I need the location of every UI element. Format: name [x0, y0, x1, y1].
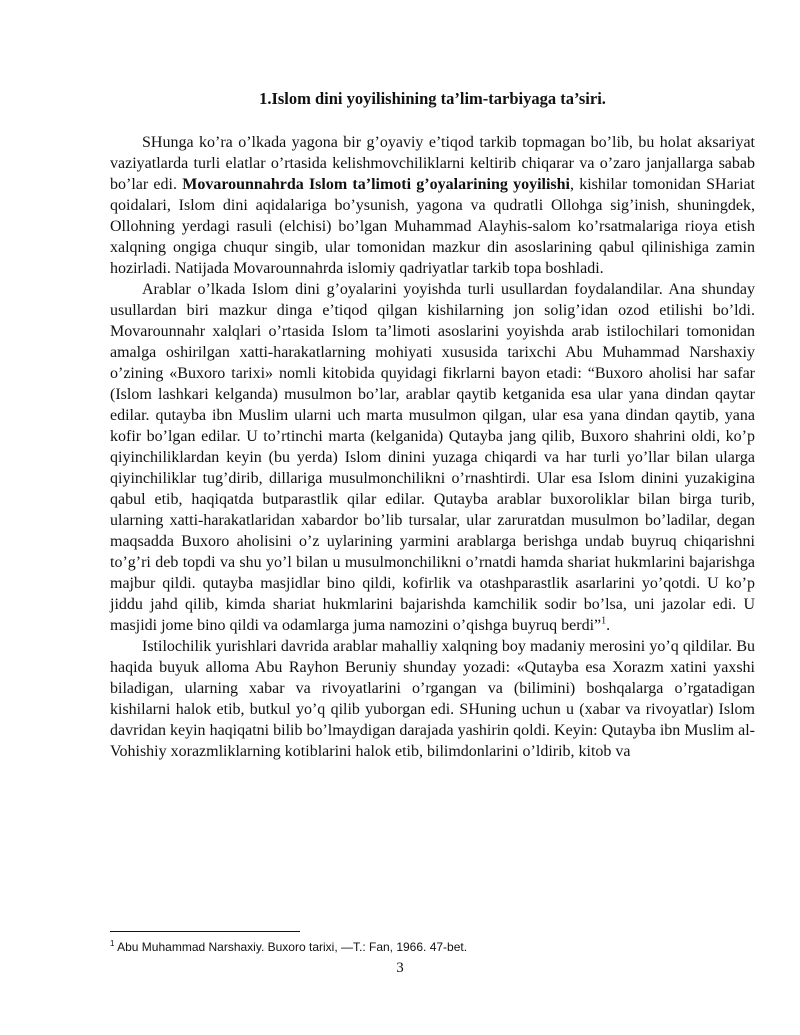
paragraph-1-text-a: SHunga ko’ra o’lkada yagona bir g’oyaviy e’tiqod tarkib topmagan bo’lib, bu holat aksariyat vaziyatlarda turli elatlar o’rtasida kelishmovchiliklarni keltirib chiqarar va o’zaro janjallarga sabab bo’lar edi. [110, 134, 755, 193]
footnote-separator [110, 931, 300, 932]
document-body [110, 88, 755, 762]
paragraph-2 [110, 279, 755, 636]
page-number: 3 [396, 960, 404, 976]
footnote [110, 939, 755, 955]
paragraph-1-bold-phrase: Movarounnahrda Islom ta’limoti g’oyalarining yoyilishi [182, 176, 570, 193]
paragraph-2-end: . [606, 617, 611, 634]
paragraph-2-text: Arablar o’lkada Islom dini g’oyalarini yoyishda turli usullardan foydalandilar. Ana shunday usullardan biri mazkur dinga e’tiqod qilgan kishilarning jon solig’idan ozod etilishi bo’ldi. Movarounnahr xalqlari o’rtasida Islom ta’limoti asoslarini yoyishda arab istilochilari tomonidan amalga oshirilgan xatti-harakatlarning mohiyati xususida tarixchi Abu Muhammad Narshaxiy o’zining «Buxoro tarixi» nomli kitobida quyidagi fikrlarni bayon etadi: “Buxoro aholisi har safar (Islom lashkari kelganda) musulmon bo’lar, arablar qaytib ketganida esa ular yana dindan qaytar edilar. qutayba ibn Muslim ularni uch marta musulmon qilgan, ular esa yana dindan qaytib, yana kofir bo’lgan edilar. U to’rtinchi marta (kelganida) Qutayba jang qilib, Buxoro shahrini oldi, ko’p qiyinchiliklardan keyin (bu yerda) Islom dinini yuzaga chiqardi va har turli yo’llar bilan ularga qiyinchiliklar tug’dirib, dillariga musulmonchilikni o’rnashtirdi. Ular esa Islom dinini yuzakigina qabul etib, haqiqatda butparastlik qilar edilar. Qutayba arablar buxoroliklar bilan birga turib, ularning xatti-harakatlaridan xabardor bo’lib tursalar, ular zaruratdan musulmon bo’ladilar, degan maqsadda Buxoro aholisini o’z uylarining yarmini arablarga berishga undab buyruq chiqarishni to’g’ri deb topdi va shu yo’l bilan u musulmonchilikni o’rnatdi hamda shariat hukmlarini bajarishga majbur qildi. qutayba masjidlar bino qildi, kofirlik va otashparastlik asarlarini yo’qotdi. U ko’p jiddu jahd qilib, kimda shariat hukmlarini bajarishda kamchilik sodir bo’lsa, uni jazolar edi. U masjidi jome bino qildi va odamlarga juma namozini o’qishga buyruq berdi” [110, 281, 755, 634]
section-heading: 1.Islom dini yoyilishining ta’lim-tarbiyaga ta’siri. [259, 89, 606, 108]
paragraph-1-text-b: , kishilar tomonidan SHariat qoidalari, Islom dini aqidalariga bo’ysunish, yagona va qudratli Ollohga sig’inish, shuningdek, Ollohning yerdagi rasuli (elchisi) bo’lgan Muhammad Alayhis-salom ko’rsatmalariga rioya etish xalqning ongiga chuqur singib, ular tomonidan mazkur din asoslarining qabul qilinishiga zamin hozirladi. Natijada Movarounnahrda islomiy qadriyatlar tarkib topa boshladi. [110, 176, 755, 277]
paragraph-3: Istilochilik yurishlari davrida arablar mahalliy xalqning boy madaniy merosini yo’q qildilar. Bu haqida buyuk alloma Abu Rayhon Beruniy shunday yozadi: «Qutayba esa Xorazm xatini yaxshi biladigan, ularning xabar va rivoyatlarini o’rgangan va (bilimini) boshqalarga o’rgatadigan kishilarni halok etib, butkul yo’q qilib yuborgan edi. SHuning uchun u (xabar va rivoyatlar) Islom davridan keyin haqiqatni bilib bo’lmaydigan darajada yashirin qoldi. Keyin: Qutayba ibn Muslim al-Vohishiy xorazmliklarning kotiblarini halok etib, bilimdonlarini o’ldirib, kitob va [110, 638, 755, 760]
footnote-mark: 1 [110, 939, 115, 948]
footnote-reference[interactable]: 1 [601, 615, 607, 627]
paragraph-1 [110, 132, 755, 279]
footnote-text: Abu Muhammad Narshaxiy. Buxoro tarixi, —T.: Fan, 1966. 47-bet. [114, 940, 468, 954]
